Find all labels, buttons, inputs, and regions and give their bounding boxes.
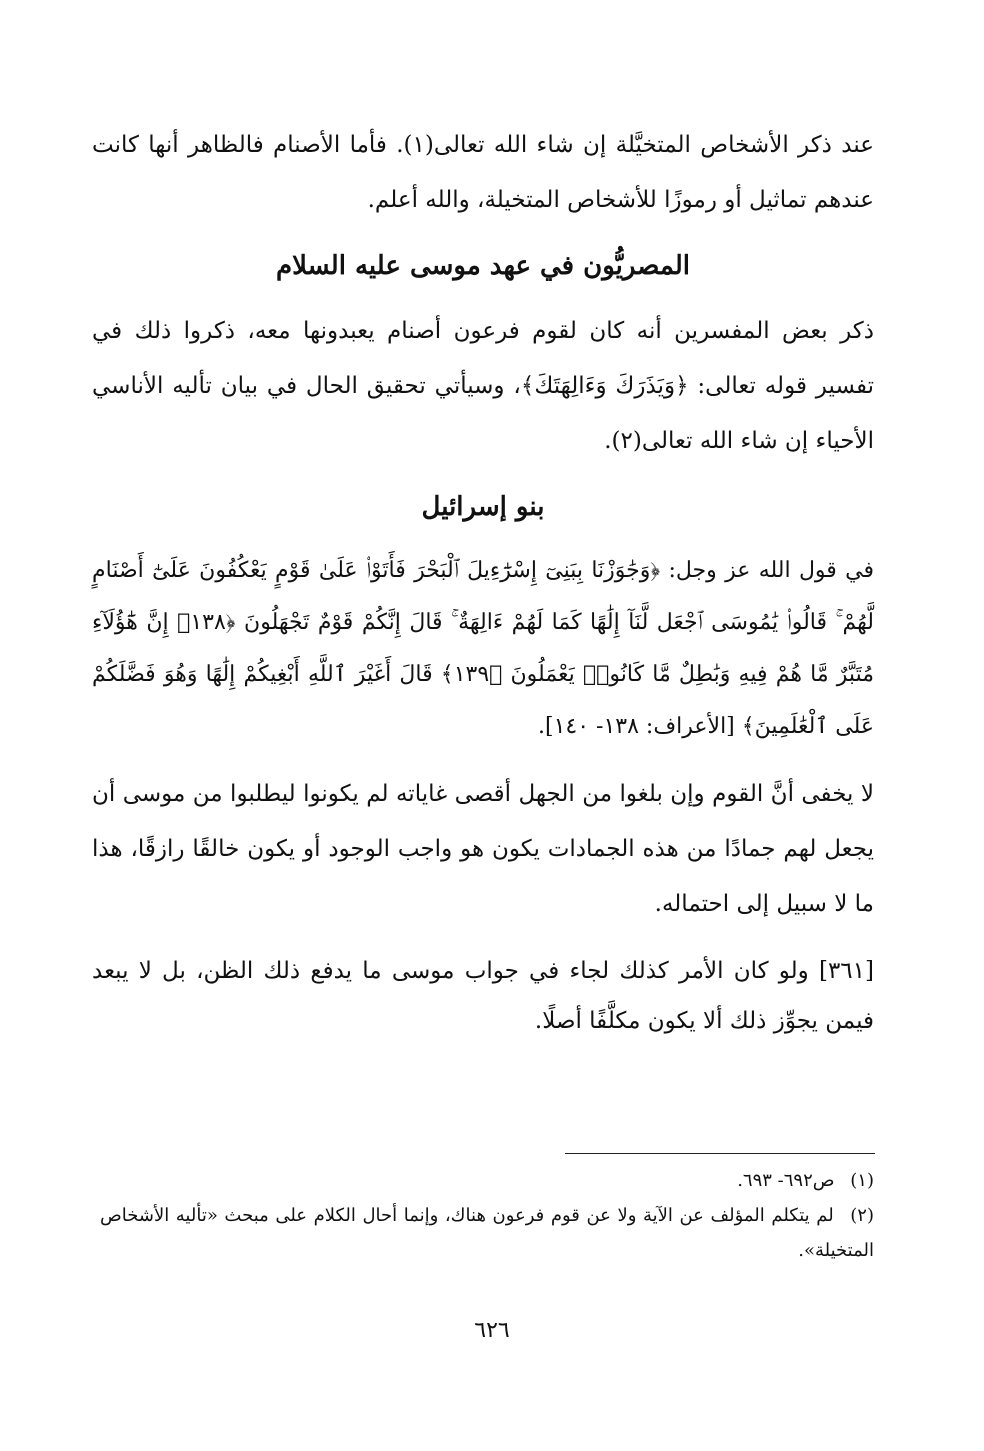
main-text [92, 118, 874, 1046]
footnote-number: (١) [850, 1170, 874, 1191]
paragraph-4: لا يخفى أنَّ القوم وإن بلغوا من الجهل أقصى غاياته لم يكونوا ليطلبوا من موسى أن يجعل لهم جمادًا من هذه الجمادات يكون هو واجب الوجود أو يكون خالقًا رازقًا، هذا ما لا سبيل إلى احتماله. [92, 781, 874, 917]
paragraph-2: ذكر بعض المفسرين أنه كان لقوم فرعون أصنام يعبدونها معه، ذكروا ذلك في تفسير قوله تعالى: ﴿وَيَذَرَكَ وَءَالِهَتَكَ﴾، وسيأتي تحقيق الحال في بيان تأليه الأناسي الأحياء إن شاء الله تعالى(٢). [92, 318, 874, 454]
paragraph-1: عند ذكر الأشخاص المتخيَّلة إن شاء الله تعالى(١). فأما الأصنام فالظاهر أنها كانت عندهم تماثيل أو رموزًا للأشخاص المتخيلة، والله أعلم. [92, 132, 874, 213]
section-heading-egyptians: المصريُّون في عهد موسى عليه السلام [275, 251, 690, 281]
footnote-text: ص٦٩٢- ٦٩٣. [737, 1170, 835, 1191]
footnote-text: لم يتكلم المؤلف عن الآية ولا عن قوم فرعون هناك، وإنما أحال الكلام على مبحث «تأليه الأشخاص المتخيلة». [100, 1205, 874, 1261]
section-heading-israelites: بنو إسرائيل [421, 492, 545, 522]
paragraph-5: [٣٦١] ولو كان الأمر كذلك لجاء في جواب موسى ما يدفع ذلك الظن، بل لا يبعد فيمن يجوِّز ذلك ألا يكون مكلَّفًا أصلًا. [92, 958, 874, 1034]
page-number: ٦٢٦ [474, 1318, 510, 1343]
footnote-2 [100, 1198, 874, 1268]
footnote-number: (٢) [850, 1205, 874, 1226]
paragraph-3-quran-quote: في قول الله عز وجل: ﴿وَجَٰوَزْنَا بِبَنِىٓ إِسْرَٰٓءِيلَ ٱلْبَحْرَ فَأَتَوْا۟ عَلَىٰ قَوْمٍ يَعْكُفُونَ عَلَىٰٓ أَصْنَامٍ لَّهُمْ ۚ قَالُوا۟ يَٰمُوسَى ٱجْعَل لَّنَآ إِلَٰهًا كَمَا لَهُمْ ءَالِهَةٌ ۚ قَالَ إِنَّكُمْ قَوْمٌ تَجْهَلُونَ ﴿١٣٨﴾ إِنَّ هَٰٓؤُلَآءِ مُتَبَّرٌ مَّا هُمْ فِيهِ وَبَٰطِلٌ مَّا كَانُوا۟ يَعْمَلُونَ ﴿١٣٩﴾ قَالَ أَغَيْرَ ٱللَّهِ أَبْغِيكُمْ إِلَٰهًا وَهُوَ فَضَّلَكُمْ عَلَى ٱلْعَٰلَمِينَ﴾ [الأعراف: ١٣٨- ١٤٠]. [92, 558, 874, 739]
footnote-divider [565, 1153, 875, 1154]
footnotes [100, 1163, 874, 1268]
footnote-1 [100, 1163, 874, 1198]
